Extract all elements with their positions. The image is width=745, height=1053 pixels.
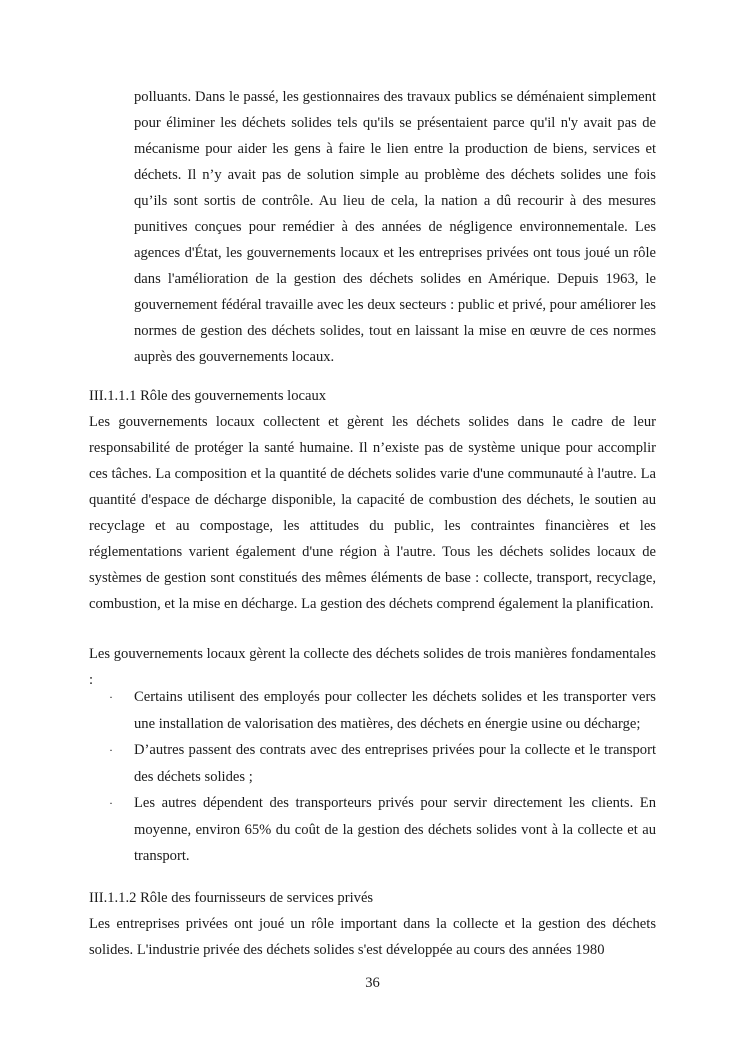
list-item — [89, 684, 656, 737]
page-number: 36 — [365, 975, 380, 991]
bullet-dot-icon: · — [109, 690, 113, 704]
section-heading-local-governments: III.1.1.1 Rôle des gouvernements locaux — [89, 388, 327, 404]
intro-paragraph: polluants. Dans le passé, les gestionnaires des travaux publics se déménaient simplement pour éliminer les déchets solides tels qu'ils se présentaient parce qu'il n'y avait pas de mécanisme pour aider les gens à faire le lien entre la production de biens, services et déchets. Il n’y avait pas de solution simple au problème des déchets solides une fois qu’ils sont sortis de contrôle. Au lieu de cela, la nation a dû recourir à des mesures punitives conçues pour remédier à des années de négligence environnementale. Les agences d'État, les gouvernements locaux et les entreprises privées ont tous joué un rôle dans l'amélioration de la gestion des déchets solides en Amérique. Depuis 1963, le gouvernement fédéral travaille avec les deux secteurs : public et privé, pour améliorer les normes de gestion des déchets solides, tout en laissant la mise en œuvre de ces normes auprès des gouvernements locaux. — [134, 89, 656, 365]
bullet-dot-icon: · — [109, 796, 113, 810]
collection-methods-list — [89, 684, 656, 870]
list-item-text: Certains utilisent des employés pour collecter les déchets solides et les transporter vers une installation de valorisation des matières, des déchets en énergie usine ou décharge; — [134, 689, 656, 732]
list-item-text: Les autres dépendent des transporteurs privés pour servir directement les clients. En moyenne, environ 65% du coût de la gestion des déchets solides vont à la collecte et au transport. — [134, 795, 656, 864]
collection-methods-intro: Les gouvernements locaux gèrent la collecte des déchets solides de trois manières fondamentales : — [89, 646, 656, 688]
private-providers-paragraph: Les entreprises privées ont joué un rôle important dans la collecte et la gestion des déchets solides. L'industrie privée des déchets solides s'est développée au cours des années 1980 — [89, 916, 656, 958]
bullet-dot-icon: · — [109, 743, 113, 757]
list-item-text: D’autres passent des contrats avec des entreprises privées pour la collecte et le transport des déchets solides ; — [134, 742, 656, 785]
local-governments-paragraph: Les gouvernements locaux collectent et gèrent les déchets solides dans le cadre de leur responsabilité de protéger la santé humaine. Il n’existe pas de système unique pour accomplir ces tâches. La composition et la quantité de déchets solides varie d'une communauté à l'autre. La quantité d'espace de décharge disponible, la capacité de combustion des déchets, le soutien au recyclage et au compostage, les attitudes du public, les contraintes financières et les réglementations varient également d'une région à l'autre. Tous les déchets solides locaux de systèmes de gestion sont constitués des mêmes éléments de base : collecte, transport, recyclage, combustion, et la mise en décharge. La gestion des déchets comprend également la planification. — [89, 414, 656, 612]
list-item — [89, 790, 656, 870]
section-heading-private-providers: III.1.1.2 Rôle des fournisseurs de services privés — [89, 890, 374, 906]
list-item — [89, 737, 656, 790]
